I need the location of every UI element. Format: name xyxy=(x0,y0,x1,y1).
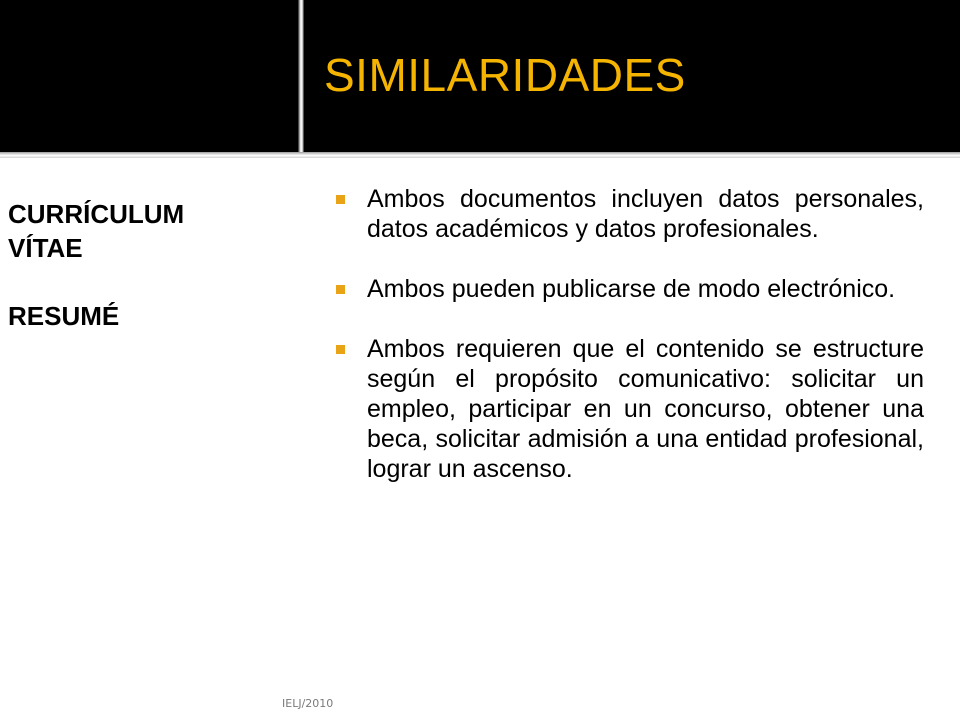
side-label-curriculum-vitae: CURRÍCULUM VÍTAE xyxy=(8,199,185,263)
title-rule xyxy=(0,152,960,158)
bullet-item xyxy=(332,184,924,244)
footer-text: IELJ/2010 xyxy=(282,697,334,710)
title-block-left xyxy=(0,0,298,152)
side-label-resume: RESUMÉ xyxy=(8,301,120,331)
bullet-text: Ambos requieren que el contenido se estructure según el propósito comunicativo: solicitar un empleo, participar en un concurso, obtener una beca, solicitar admisión a una entidad profesional, lograr un ascenso. xyxy=(367,335,924,483)
title-divider xyxy=(298,0,304,152)
square-bullet-icon xyxy=(336,195,345,204)
bullet-text: Ambos documentos incluyen datos personales, datos académicos y datos profesionales. xyxy=(367,185,924,243)
bullet-text: Ambos pueden publicarse de modo electrónico. xyxy=(367,275,896,303)
square-bullet-icon xyxy=(336,285,345,294)
bullet-list xyxy=(332,184,924,514)
bullet-item xyxy=(332,274,924,304)
bullet-item xyxy=(332,334,924,484)
slide-title: SIMILARIDADES xyxy=(324,49,686,101)
square-bullet-icon xyxy=(336,345,345,354)
side-labels xyxy=(8,197,288,333)
